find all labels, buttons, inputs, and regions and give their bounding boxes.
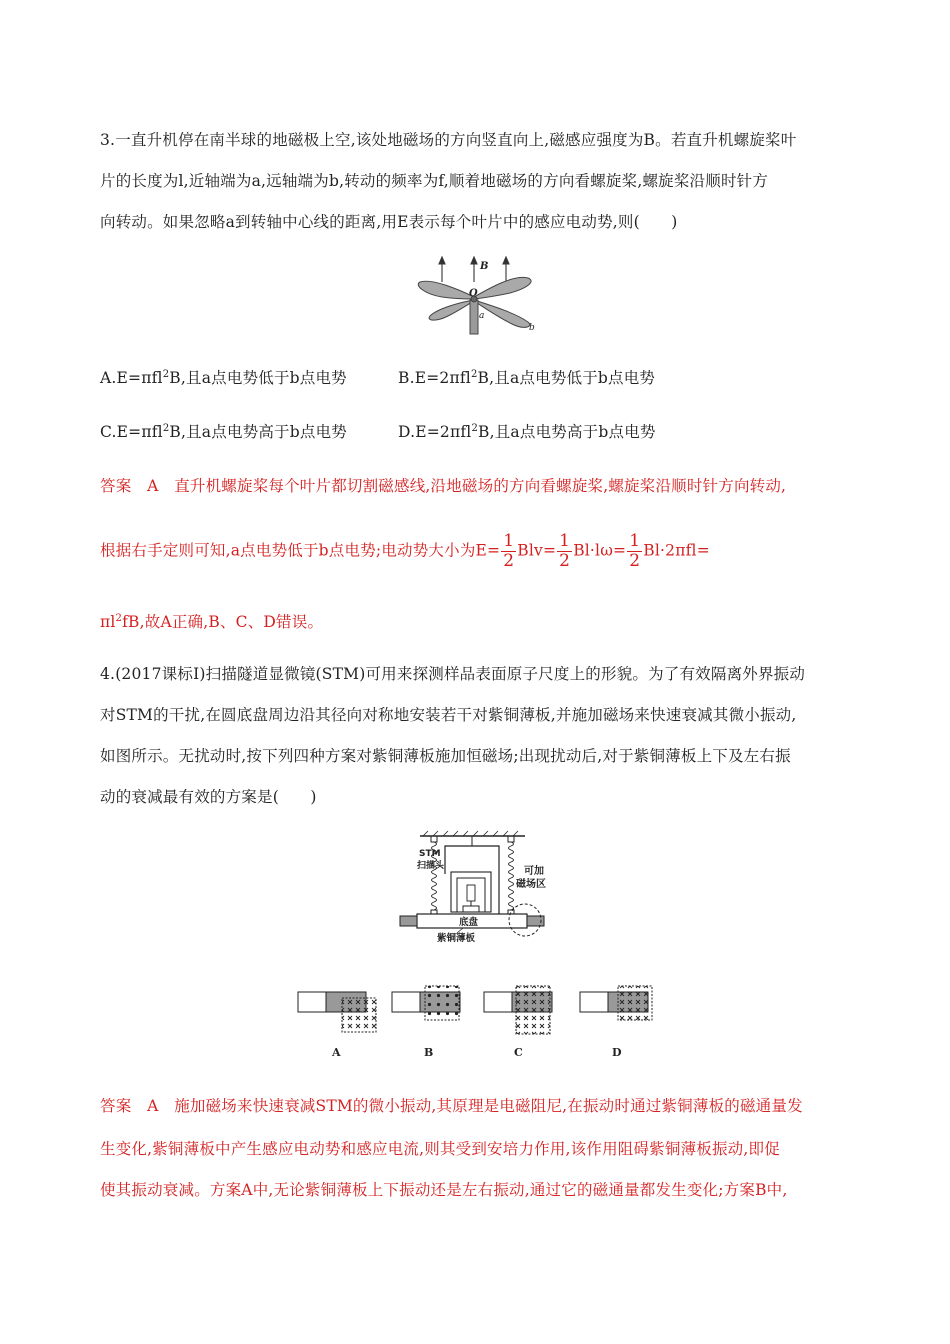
option-a: A.E=πfl$^2$B,且a点电势低于b点电势 (100, 369, 347, 387)
option-a-label: A (332, 1046, 341, 1059)
label-B: B (480, 261, 489, 272)
label-field-1: 可加 (524, 866, 544, 877)
q3-text-line1: 3.一直升机停在南半球的地磁极上空,该处地磁场的方向竖直向上,磁感应强度为B。若直升机螺旋桨叶 (100, 131, 797, 149)
option-c-label: C (514, 1046, 523, 1059)
option-b-label: B (424, 1046, 434, 1059)
q4-text-line3: 如图所示。无扰动时,按下列四种方案对紫铜薄板施加恒磁场;出现扰动后,对于紫铜薄板上下及左右振 (100, 747, 791, 765)
option-d-label: D (612, 1046, 622, 1059)
label-copper-plate: 紫铜薄板 (437, 933, 476, 944)
ans4-line1: 答案 A 施加磁场来快速衰减STM的微小振动,其原理是电磁阻尼,在振动时通过紫铜薄板的磁通量发 (100, 1097, 803, 1115)
ans4-line3: 使其振动衰减。方案A中,无论紫铜薄板上下振动还是左右振动,通过它的磁通量都发生变化;方案B中, (100, 1181, 788, 1199)
propeller-figure (410, 252, 546, 338)
ans3-line1: 答案 A 直升机螺旋桨每个叶片都切割磁感线,沿地磁场的方向看螺旋桨,螺旋桨沿顺时针方向转动, (100, 477, 787, 495)
label-scan-head: 扫描头 (417, 861, 445, 871)
q3-text-line2: 片的长度为l,近轴端为a,远轴端为b,转动的频率为f,顺着地磁场的方向看螺旋桨,螺旋桨沿顺时针方 (100, 172, 769, 190)
option-c: C.E=πfl$^2$B,且a点电势高于b点电势 (100, 423, 347, 441)
option-b: B.E=2πfl$^2$B,且a点电势低于b点电势 (398, 369, 656, 387)
label-stm: STM (419, 849, 441, 859)
label-a: a (479, 311, 485, 321)
stm-figure (395, 830, 560, 945)
ans3-line3: $\pi l^2fB$,故A正确,B、C、D错误。 (100, 613, 324, 631)
label-O: O (469, 288, 478, 299)
option-d: D.E=2πfl$^2$B,且a点电势高于b点电势 (398, 423, 656, 441)
q4-text-line2: 对STM的干扰,在圆底盘周边沿其径向对称地安装若干对紫铜薄板,并施加磁场来快速衰减其微小振动, (100, 706, 797, 724)
options-figure (290, 982, 670, 1062)
ans3-line2: 根据右手定则可知,a点电势低于b点电势;电动势大小为E= $\frac{1}{2}$ Blv= $\frac{1}{2}$ Bl·lω= $\frac{1}{2}$ Bl·2πfl= (100, 531, 710, 571)
ans4-line2: 生变化,紫铜薄板中产生感应电动势和感应电流,则其受到安培力作用,该作用阻碍紫铜薄板振动,即促 (100, 1140, 780, 1158)
q4-text-line1: 4.(2017课标Ⅰ)扫描隧道显微镜(STM)可用来探测样品表面原子尺度上的形貌。为了有效隔离外界振动 (100, 665, 806, 683)
label-base: 底盘 (459, 917, 479, 928)
label-b: b (529, 323, 535, 333)
q4-text-line4: 动的衰减最有效的方案是( ) (100, 788, 317, 806)
label-field-2: 磁场区 (516, 879, 546, 890)
q3-text-line3: 向转动。如果忽略a到转轴中心线的距离,用E表示每个叶片中的感应电动势,则( ) (100, 213, 678, 231)
